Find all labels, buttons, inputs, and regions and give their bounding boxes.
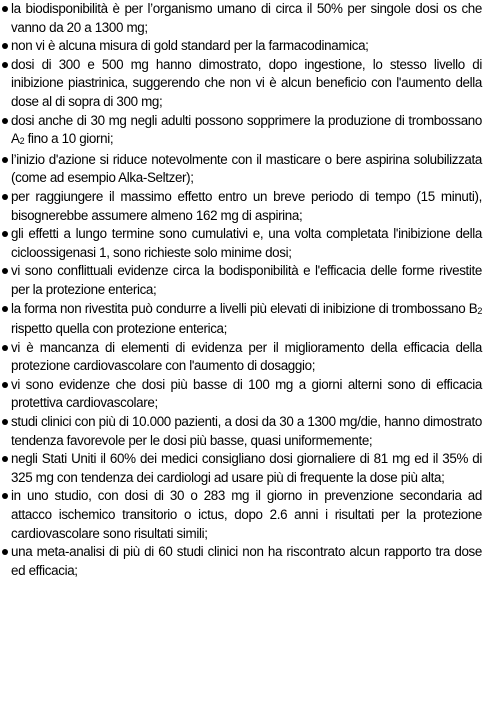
bullet-icon <box>2 194 8 200</box>
list-item-text: vi è mancanza di elementi di evidenza per il miglioramento della efficacia della protezione cardiovascolare con l'aumento di dosaggio; <box>11 339 482 374</box>
list-item <box>1 413 482 450</box>
bullet-icon <box>2 43 8 49</box>
bullet-icon <box>2 118 8 124</box>
list-item <box>1 112 482 151</box>
list-item-text: una meta-analisi di più di 60 studi clinici non ha riscontrato alcun rapporto tra dose ed efficacia; <box>11 544 482 578</box>
list-item <box>1 450 482 487</box>
bullet-icon <box>2 456 8 462</box>
list-item-text: per raggiungere il massimo effetto entro un breve periodo di tempo (15 minuti), bisognerebbe assumere almeno 162 mg di aspirina; <box>11 188 482 223</box>
list-item-text: la forma non rivestita può condurre a livelli più elevati di inibizione di trombossano B <box>11 300 478 316</box>
bullet-icon <box>2 549 8 555</box>
bullet-icon <box>2 382 8 388</box>
list-item <box>1 151 482 188</box>
list-item <box>1 487 482 543</box>
list-item-text: vi sono conflittuali evidenze circa la bodisponibilità e l'efficacia delle forme rivestite per la protezione enterica; <box>11 263 482 297</box>
list-item <box>1 262 482 299</box>
list-item <box>1 376 482 413</box>
list-item-text: l’inizio d'azione si riduce notevolmente con il masticare o bere aspirina solubilizzata (come ad esempio Alka-Seltzer); <box>11 151 482 186</box>
list-item-text: vi sono evidenze che dosi più basse di 100 mg a giorni alterni sono di efficacia protettiva cardiovascolare; <box>11 376 482 411</box>
list-item-text: fino a 10 giorni; <box>24 131 114 147</box>
list-item-text: gli effetti a lungo termine sono cumulativi e, una volta completata l'inibizione della cicloossigenasi 1, sono richieste solo minime dosi; <box>11 226 482 260</box>
list-item-text: in uno studio, con dosi di 30 o 283 mg il giorno in prevenzione secondaria ad attacco ischemico transitorio o ictus, dopo 2.6 anni i risultati per la protezione cardiovascolare sono risultati simili; <box>11 488 482 541</box>
bullet-icon <box>2 493 8 499</box>
subscript-text: 2 <box>477 305 482 316</box>
list-item-text: rispetto quella con protezione enterica; <box>11 321 228 337</box>
list-item-text: dosi anche di 30 mg negli adulti possono sopprimere la produzione di trombossano A <box>11 112 482 147</box>
subscript-text: 2 <box>19 136 25 147</box>
bullet-icon <box>2 419 8 425</box>
list-item <box>1 300 482 339</box>
list-item-text: negli Stati Uniti il 60% dei medici consigliano dosi giornaliere di 81 mg ed il 35% di 325 mg con tendenza dei cardiologi ad usare più di frequente la dose più alta; <box>11 451 482 485</box>
list-item-text: non vi è alcuna misura di gold standard per la farmacodinamica; <box>11 38 369 54</box>
list-item <box>1 37 482 56</box>
bullet-icon <box>2 231 8 237</box>
bullet-icon <box>2 306 8 312</box>
list-item-text: studi clinici con più di 10.000 pazienti, a dosi da 30 a 1300 mg/die, hanno dimostrato tendenza favorevole per le dosi più basse, quasi uniformemente; <box>11 414 482 448</box>
bullet-icon <box>2 62 8 68</box>
list-item <box>1 56 482 112</box>
list-item <box>1 0 482 37</box>
list-item <box>1 188 482 225</box>
list-item <box>1 225 482 262</box>
list-item-text: dosi di 300 e 500 mg hanno dimostrato, dopo ingestione, lo stesso livello di inibizione piastrinica, suggerendo che non vi è alcun beneficio con l'aumento della dose al di sopra di 300 mg; <box>11 56 482 109</box>
list-item-text: la biodisponibilità è per l’organismo umano di circa il 50% per singole dosi os che vanno da 20 a 1300 mg; <box>11 1 482 35</box>
list-item <box>1 543 482 580</box>
bullet-icon <box>2 6 8 12</box>
bullet-icon <box>2 157 8 163</box>
bullet-icon <box>2 268 8 274</box>
bullet-icon <box>2 345 8 351</box>
list-item <box>1 339 482 376</box>
